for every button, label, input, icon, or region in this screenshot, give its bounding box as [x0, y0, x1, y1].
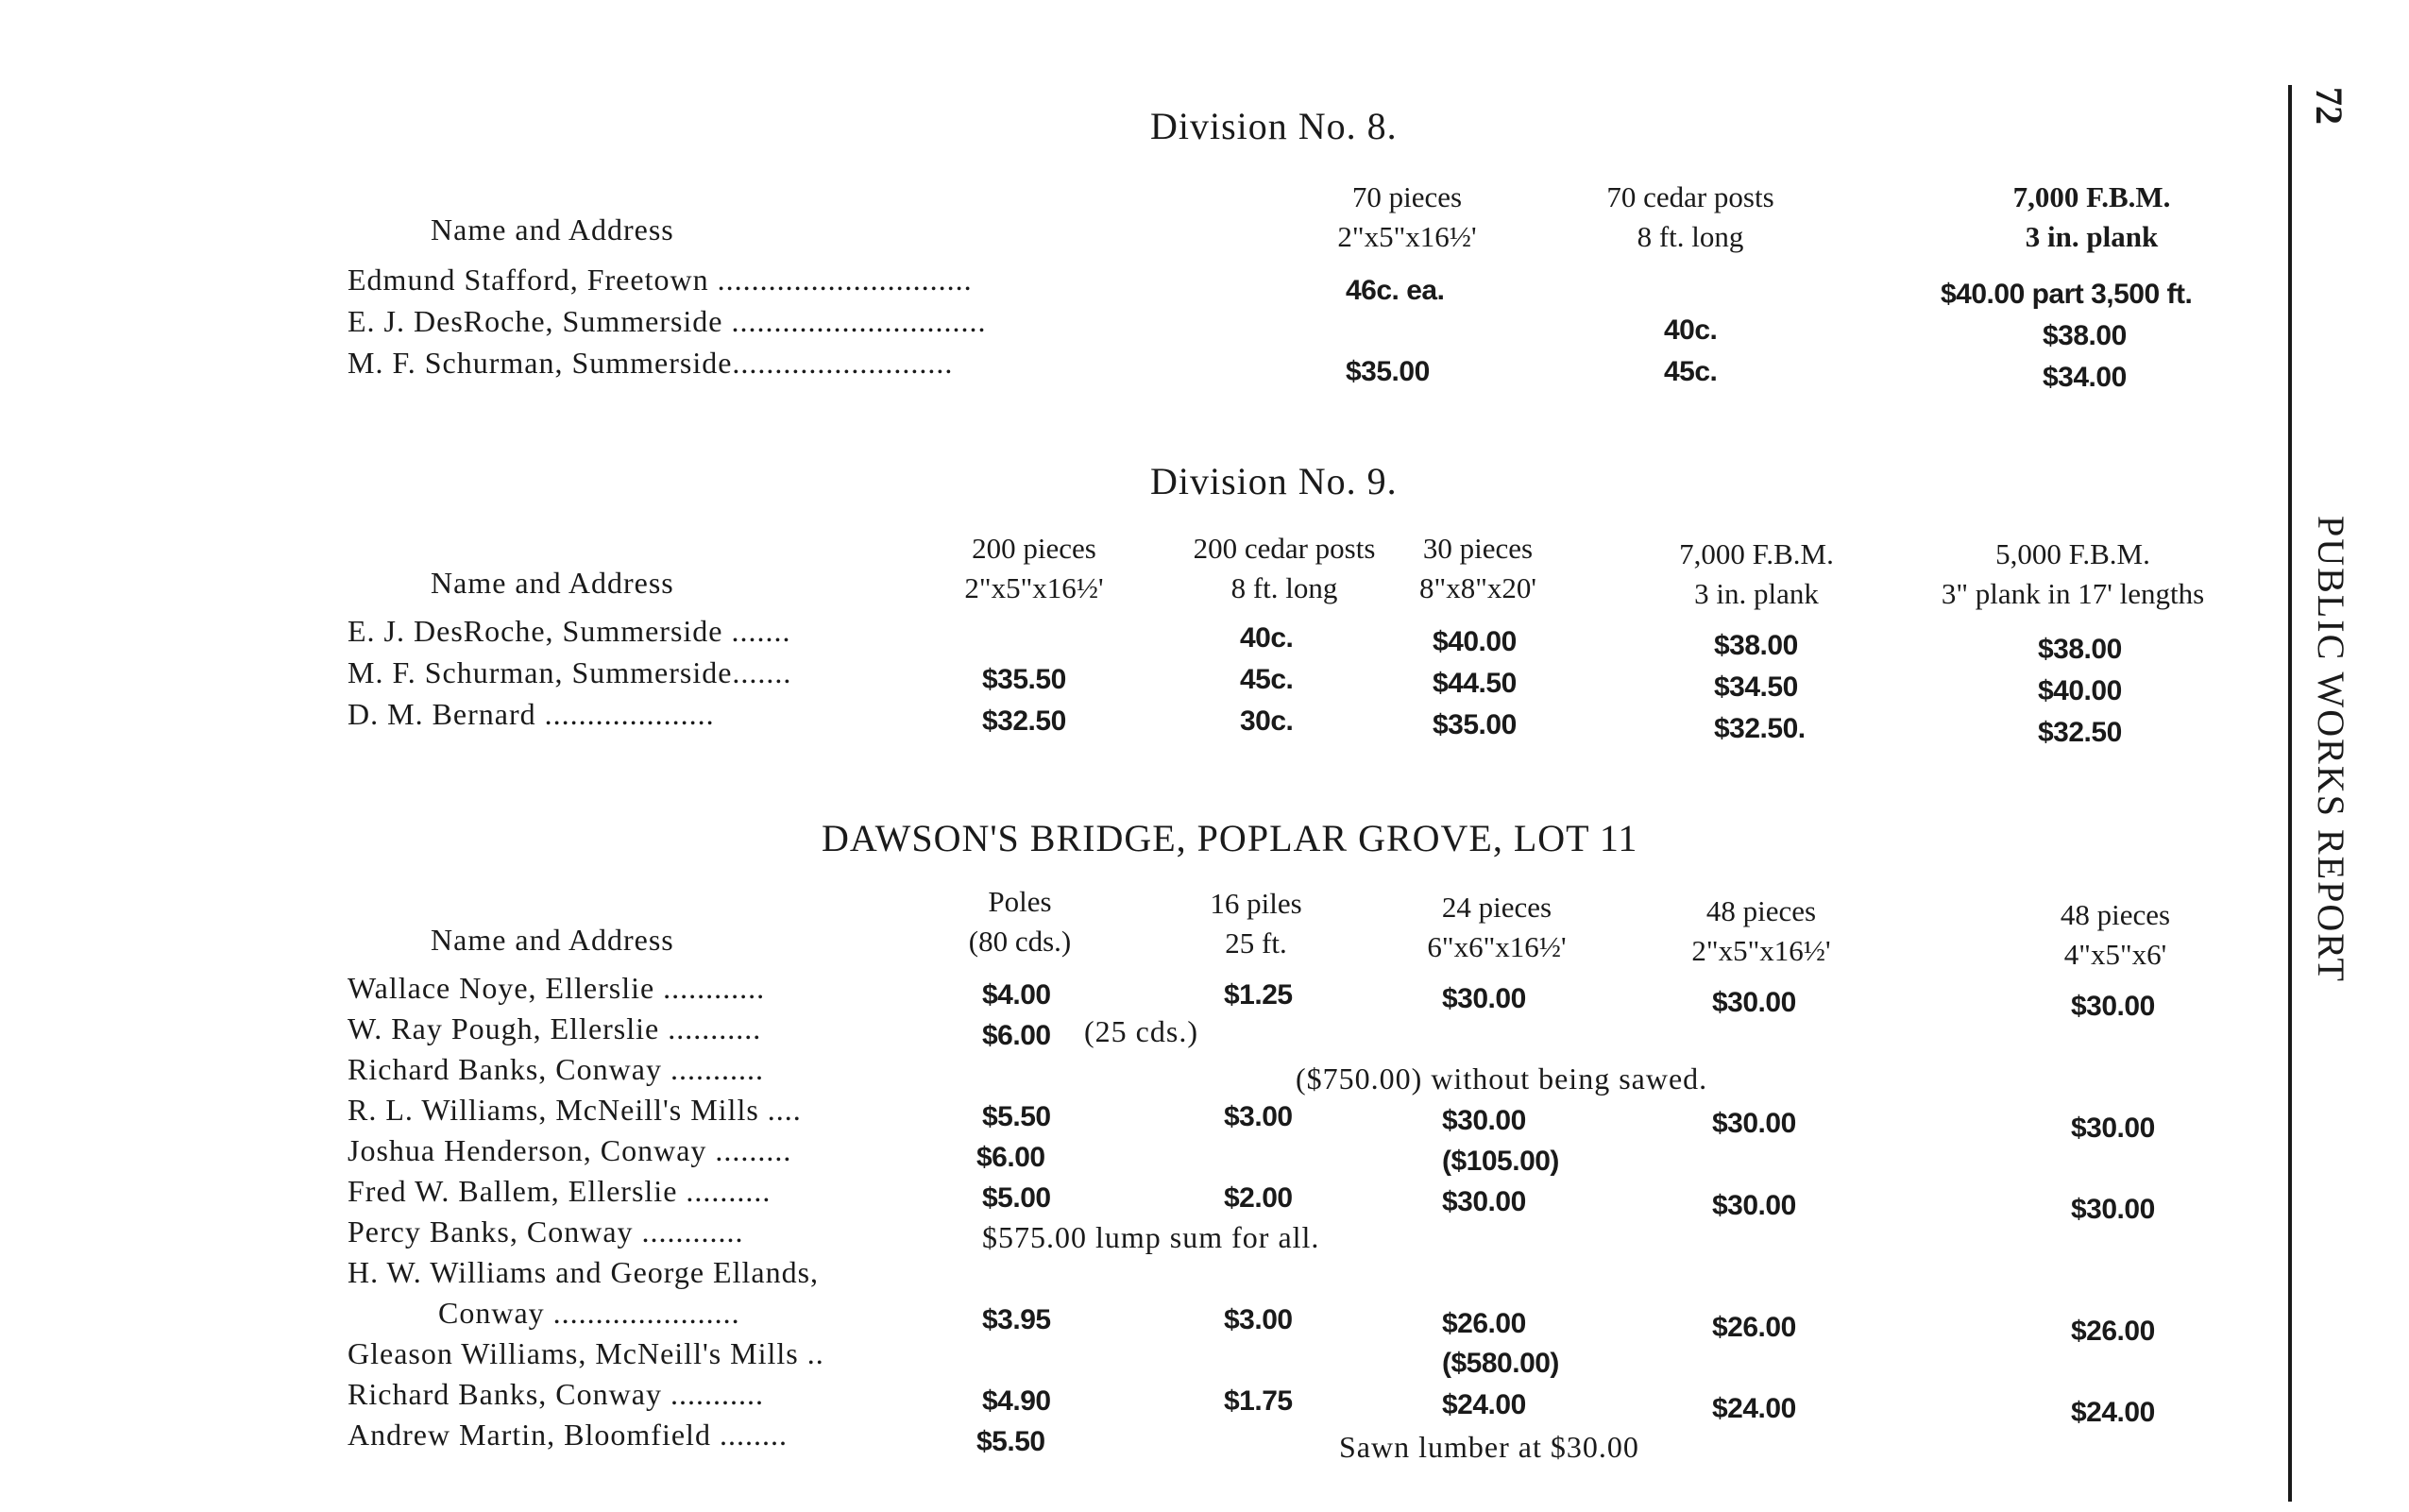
dawson-row-cell: $1.75 [1224, 1385, 1293, 1417]
dawson-row-name: Richard Banks, Conway ........... [348, 1377, 764, 1411]
div9-col2-header: 200 cedar posts 8 ft. long [1193, 532, 1376, 604]
div8-name-header: Name and Address [431, 212, 674, 246]
dawson-row-cell: $4.90 [982, 1385, 1051, 1417]
page-number: 72 [2308, 87, 2350, 125]
dawson-row-cell: $30.00 [2071, 1194, 2155, 1225]
dawson-row-cell: $3.00 [1224, 1101, 1293, 1132]
dawson-row-cell: $1.25 [1224, 979, 1293, 1011]
margin-rule [2288, 85, 2292, 1502]
dawson-col5-header: 48 pieces 4"x5"x6' [2060, 898, 2171, 971]
div8-row-cell: $35.00 [1346, 356, 1430, 387]
dawson-col3-header: 24 pieces 6"x6"x16½' [1427, 891, 1567, 963]
dawson-row-cell: $30.00 [1442, 983, 1526, 1014]
dawson-col4-header: 48 pieces 2"x5"x16½' [1691, 894, 1831, 967]
dawson-row-cell: $6.00 [976, 1142, 1045, 1173]
dawson-row-cell: $26.00 [1712, 1312, 1796, 1343]
div9-row-cell: $38.00 [2038, 634, 2122, 665]
div9-row-cell: $34.50 [1714, 671, 1798, 703]
div8-row-cell: $40.00 part 3,500 ft. [1941, 279, 2193, 310]
dawson-name-header: Name and Address [431, 923, 674, 957]
div9-row-name: E. J. DesRoche, Summerside ....... [348, 614, 791, 648]
dawson-row-cell: $30.00 [2071, 1113, 2155, 1144]
div9-row-name: D. M. Bernard .................... [348, 697, 715, 731]
div9-row-cell: $32.50 [982, 705, 1066, 737]
div9-row-cell: 45c. [1240, 664, 1294, 695]
dawson-row-cell: $24.00 [2071, 1397, 2155, 1428]
dawson-row-cell: $2.00 [1224, 1182, 1293, 1214]
dawson-row-name: Percy Banks, Conway ............ [348, 1215, 744, 1249]
running-head: PUBLIC WORKS REPORT [2310, 516, 2352, 983]
dawson-row-note: $575.00 lump sum for all. [982, 1220, 1320, 1254]
dawson-row-cell: $3.00 [1224, 1304, 1293, 1335]
dawson-row-cell: $5.50 [976, 1426, 1045, 1457]
dawson-row-cell: $5.00 [982, 1182, 1051, 1214]
div9-name-header: Name and Address [431, 566, 674, 600]
dawson-row-cell: $24.00 [1712, 1393, 1796, 1424]
dawson-row-cell: $26.00 [1442, 1308, 1526, 1339]
div9-row-name: M. F. Schurman, Summerside....... [348, 655, 792, 689]
dawson-row-name: R. L. Williams, McNeill's Mills .... [348, 1093, 802, 1127]
div9-row-cell: $44.50 [1433, 668, 1517, 699]
division-8-title: Division No. 8. [1150, 105, 1398, 147]
dawson-row-name: Andrew Martin, Bloomfield ........ [348, 1418, 788, 1452]
dawson-row-name: W. Ray Pough, Ellerslie ........... [348, 1011, 762, 1045]
div9-row-cell: $38.00 [1714, 630, 1798, 661]
dawson-row-cell: $30.00 [1442, 1186, 1526, 1217]
dawson-row-cell: $30.00 [1712, 1190, 1796, 1221]
dawson-row-name: Wallace Noye, Ellerslie ............ [348, 971, 766, 1005]
dawson-row-cell: $30.00 [1712, 1108, 1796, 1139]
dawson-row-cell: ($580.00) [1442, 1348, 1559, 1379]
dawson-row-cell: $30.00 [1712, 987, 1796, 1018]
dawson-row-cell: ($105.00) [1442, 1146, 1559, 1177]
dawson-row-name: Joshua Henderson, Conway ......... [348, 1133, 792, 1167]
dawson-row-cell: $4.00 [982, 979, 1051, 1011]
dawson-row-name: Gleason Williams, McNeill's Mills .. [348, 1336, 824, 1370]
dawson-row-cell: $30.00 [1442, 1105, 1526, 1136]
dawson-row-note: (25 cds.) [1084, 1014, 1198, 1048]
div9-row-cell: $35.00 [1433, 709, 1517, 740]
dawson-row-cell: $5.50 [982, 1101, 1051, 1132]
div8-row-cell: $34.00 [2043, 362, 2127, 393]
div8-col3-header: 7,000 F.B.M. 3 in. plank [2012, 180, 2171, 253]
dawson-row-name: H. W. Williams and George Ellands, [348, 1255, 820, 1289]
div8-row-name: Edmund Stafford, Freetown .............................. [348, 263, 973, 297]
division-9-title: Division No. 9. [1150, 460, 1398, 502]
div8-row-cell: 45c. [1664, 356, 1718, 387]
div8-col1-header: 70 pieces 2"x5"x16½' [1337, 180, 1477, 253]
dawson-row-cell: $24.00 [1442, 1389, 1526, 1420]
dawson-row-name: Fred W. Ballem, Ellerslie .......... [348, 1174, 772, 1208]
dawson-row-cell: $30.00 [2071, 991, 2155, 1022]
dawson-title: DAWSON'S BRIDGE, POPLAR GROVE, LOT 11 [822, 817, 1638, 859]
div9-row-cell: $32.50. [1714, 713, 1806, 744]
dawson-row-cell: $3.95 [982, 1304, 1051, 1335]
dawson-row-name: Richard Banks, Conway ........... [348, 1052, 764, 1086]
div8-row-name: E. J. DesRoche, Summerside .............................. [348, 304, 987, 338]
div9-row-cell: $32.50 [2038, 717, 2122, 748]
dawson-row-name-cont: Conway ...................... [438, 1296, 740, 1330]
dawson-row-note: Sawn lumber at $30.00 [1339, 1430, 1639, 1464]
div9-col3-header: 30 pieces 8"x8"x20' [1419, 532, 1536, 604]
div8-row-cell: 40c. [1664, 314, 1718, 346]
div9-row-cell: $35.50 [982, 664, 1066, 695]
dawson-col1-header: Poles (80 cds.) [968, 885, 1072, 958]
div8-row-name: M. F. Schurman, Summerside.......................... [348, 346, 954, 380]
div9-row-cell: 30c. [1240, 705, 1294, 737]
div9-col1-header: 200 pieces 2"x5"x16½' [964, 532, 1104, 604]
div9-row-cell: $40.00 [2038, 675, 2122, 706]
div8-col2-header: 70 cedar posts 8 ft. long [1606, 180, 1774, 253]
dawson-row-note: ($750.00) without being sawed. [1296, 1062, 1708, 1096]
div9-row-cell: $40.00 [1433, 626, 1517, 657]
dawson-col2-header: 16 piles 25 ft. [1210, 887, 1302, 960]
dawson-row-cell: $26.00 [2071, 1316, 2155, 1347]
dawson-row-cell: $6.00 [982, 1020, 1051, 1051]
div9-row-cell: 40c. [1240, 622, 1294, 654]
div9-col4-header: 7,000 F.B.M. 3 in. plank [1679, 537, 1834, 610]
div9-col5-header: 5,000 F.B.M. 3" plank in 17' lengths [1941, 537, 2205, 610]
div8-row-cell: $38.00 [2043, 320, 2127, 351]
div8-row-cell: 46c. ea. [1346, 275, 1445, 306]
